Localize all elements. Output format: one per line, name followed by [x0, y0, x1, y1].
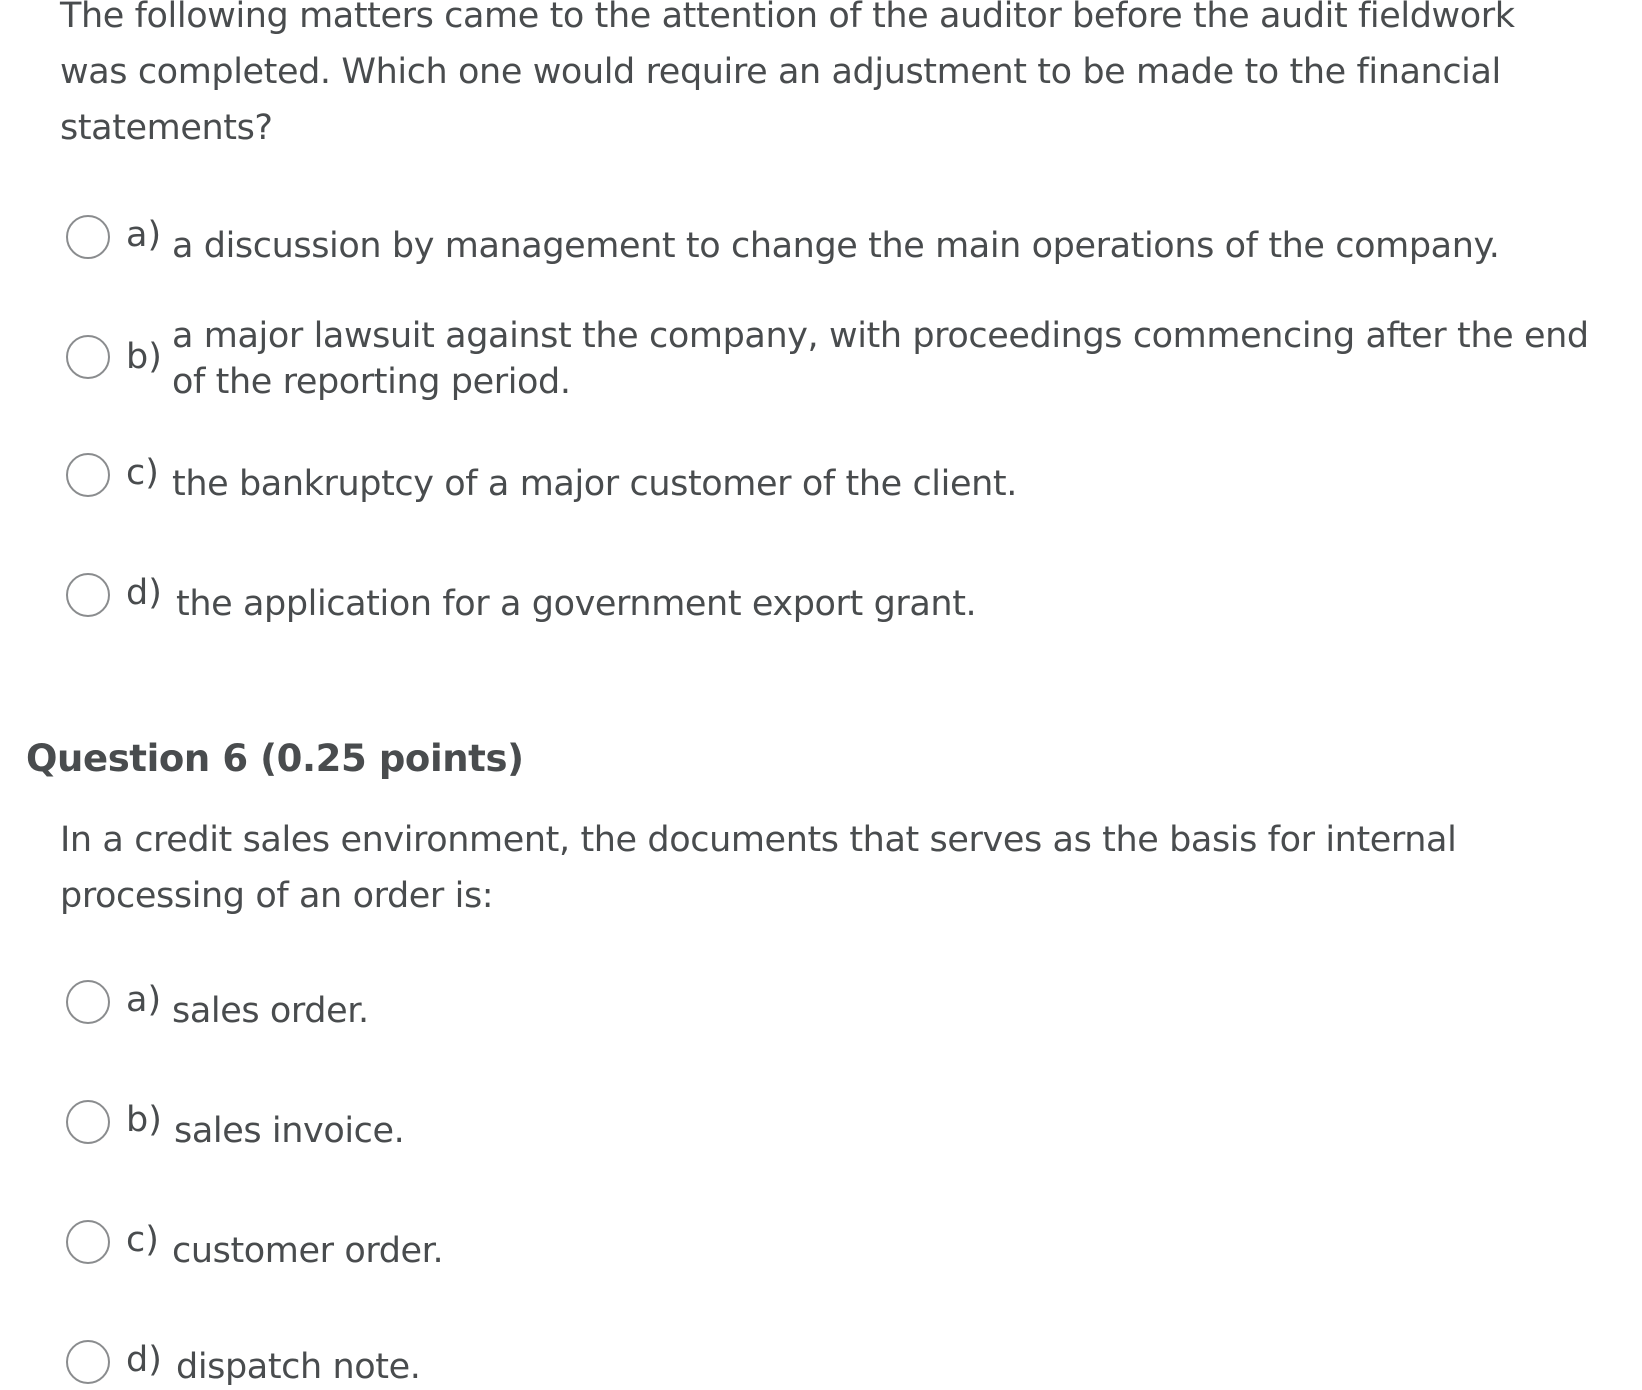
option-text: dispatch note. — [176, 1347, 421, 1387]
option-letter: c) — [126, 1220, 159, 1260]
question-5-prompt: The following matters came to the attention of the auditor before the audit fieldwork was completed. Which one would require an adjustment to be made to the financial statements? — [60, 0, 1515, 148]
radio-button-icon[interactable] — [66, 453, 110, 497]
option-letter: c) — [126, 453, 159, 493]
option-text: sales order. — [172, 991, 369, 1031]
question-points: (0.25 points) — [260, 737, 524, 780]
option-letter: d) — [126, 573, 162, 613]
option-letter: a) — [126, 215, 162, 255]
radio-button-icon[interactable] — [66, 335, 110, 379]
option-text: the application for a government export grant. — [176, 584, 977, 624]
radio-button-icon[interactable] — [66, 215, 110, 259]
option-letter: d) — [126, 1340, 162, 1380]
radio-button-icon[interactable] — [66, 980, 110, 1024]
option-letter: b) — [126, 337, 162, 377]
question-6-prompt: In a credit sales environment, the documents that serves as the basis for internal processing of an order is: — [60, 820, 1457, 916]
option-letter: b) — [126, 1100, 162, 1140]
radio-button-icon[interactable] — [66, 1100, 110, 1144]
option-text: sales invoice. — [174, 1111, 405, 1151]
radio-button-icon[interactable] — [66, 573, 110, 617]
question-6-header — [26, 737, 524, 781]
option-letter: a) — [126, 980, 162, 1020]
option-text: the bankruptcy of a major customer of the client. — [172, 464, 1017, 504]
radio-button-icon[interactable] — [66, 1220, 110, 1264]
option-text: a discussion by management to change the main operations of the company. — [172, 226, 1500, 266]
option-text: customer order. — [172, 1231, 444, 1271]
radio-button-icon[interactable] — [66, 1340, 110, 1384]
question-title: Question 6 — [26, 737, 248, 780]
option-text: a major lawsuit against the company, with proceedings commencing after the end of the reporting period. — [172, 316, 1589, 402]
